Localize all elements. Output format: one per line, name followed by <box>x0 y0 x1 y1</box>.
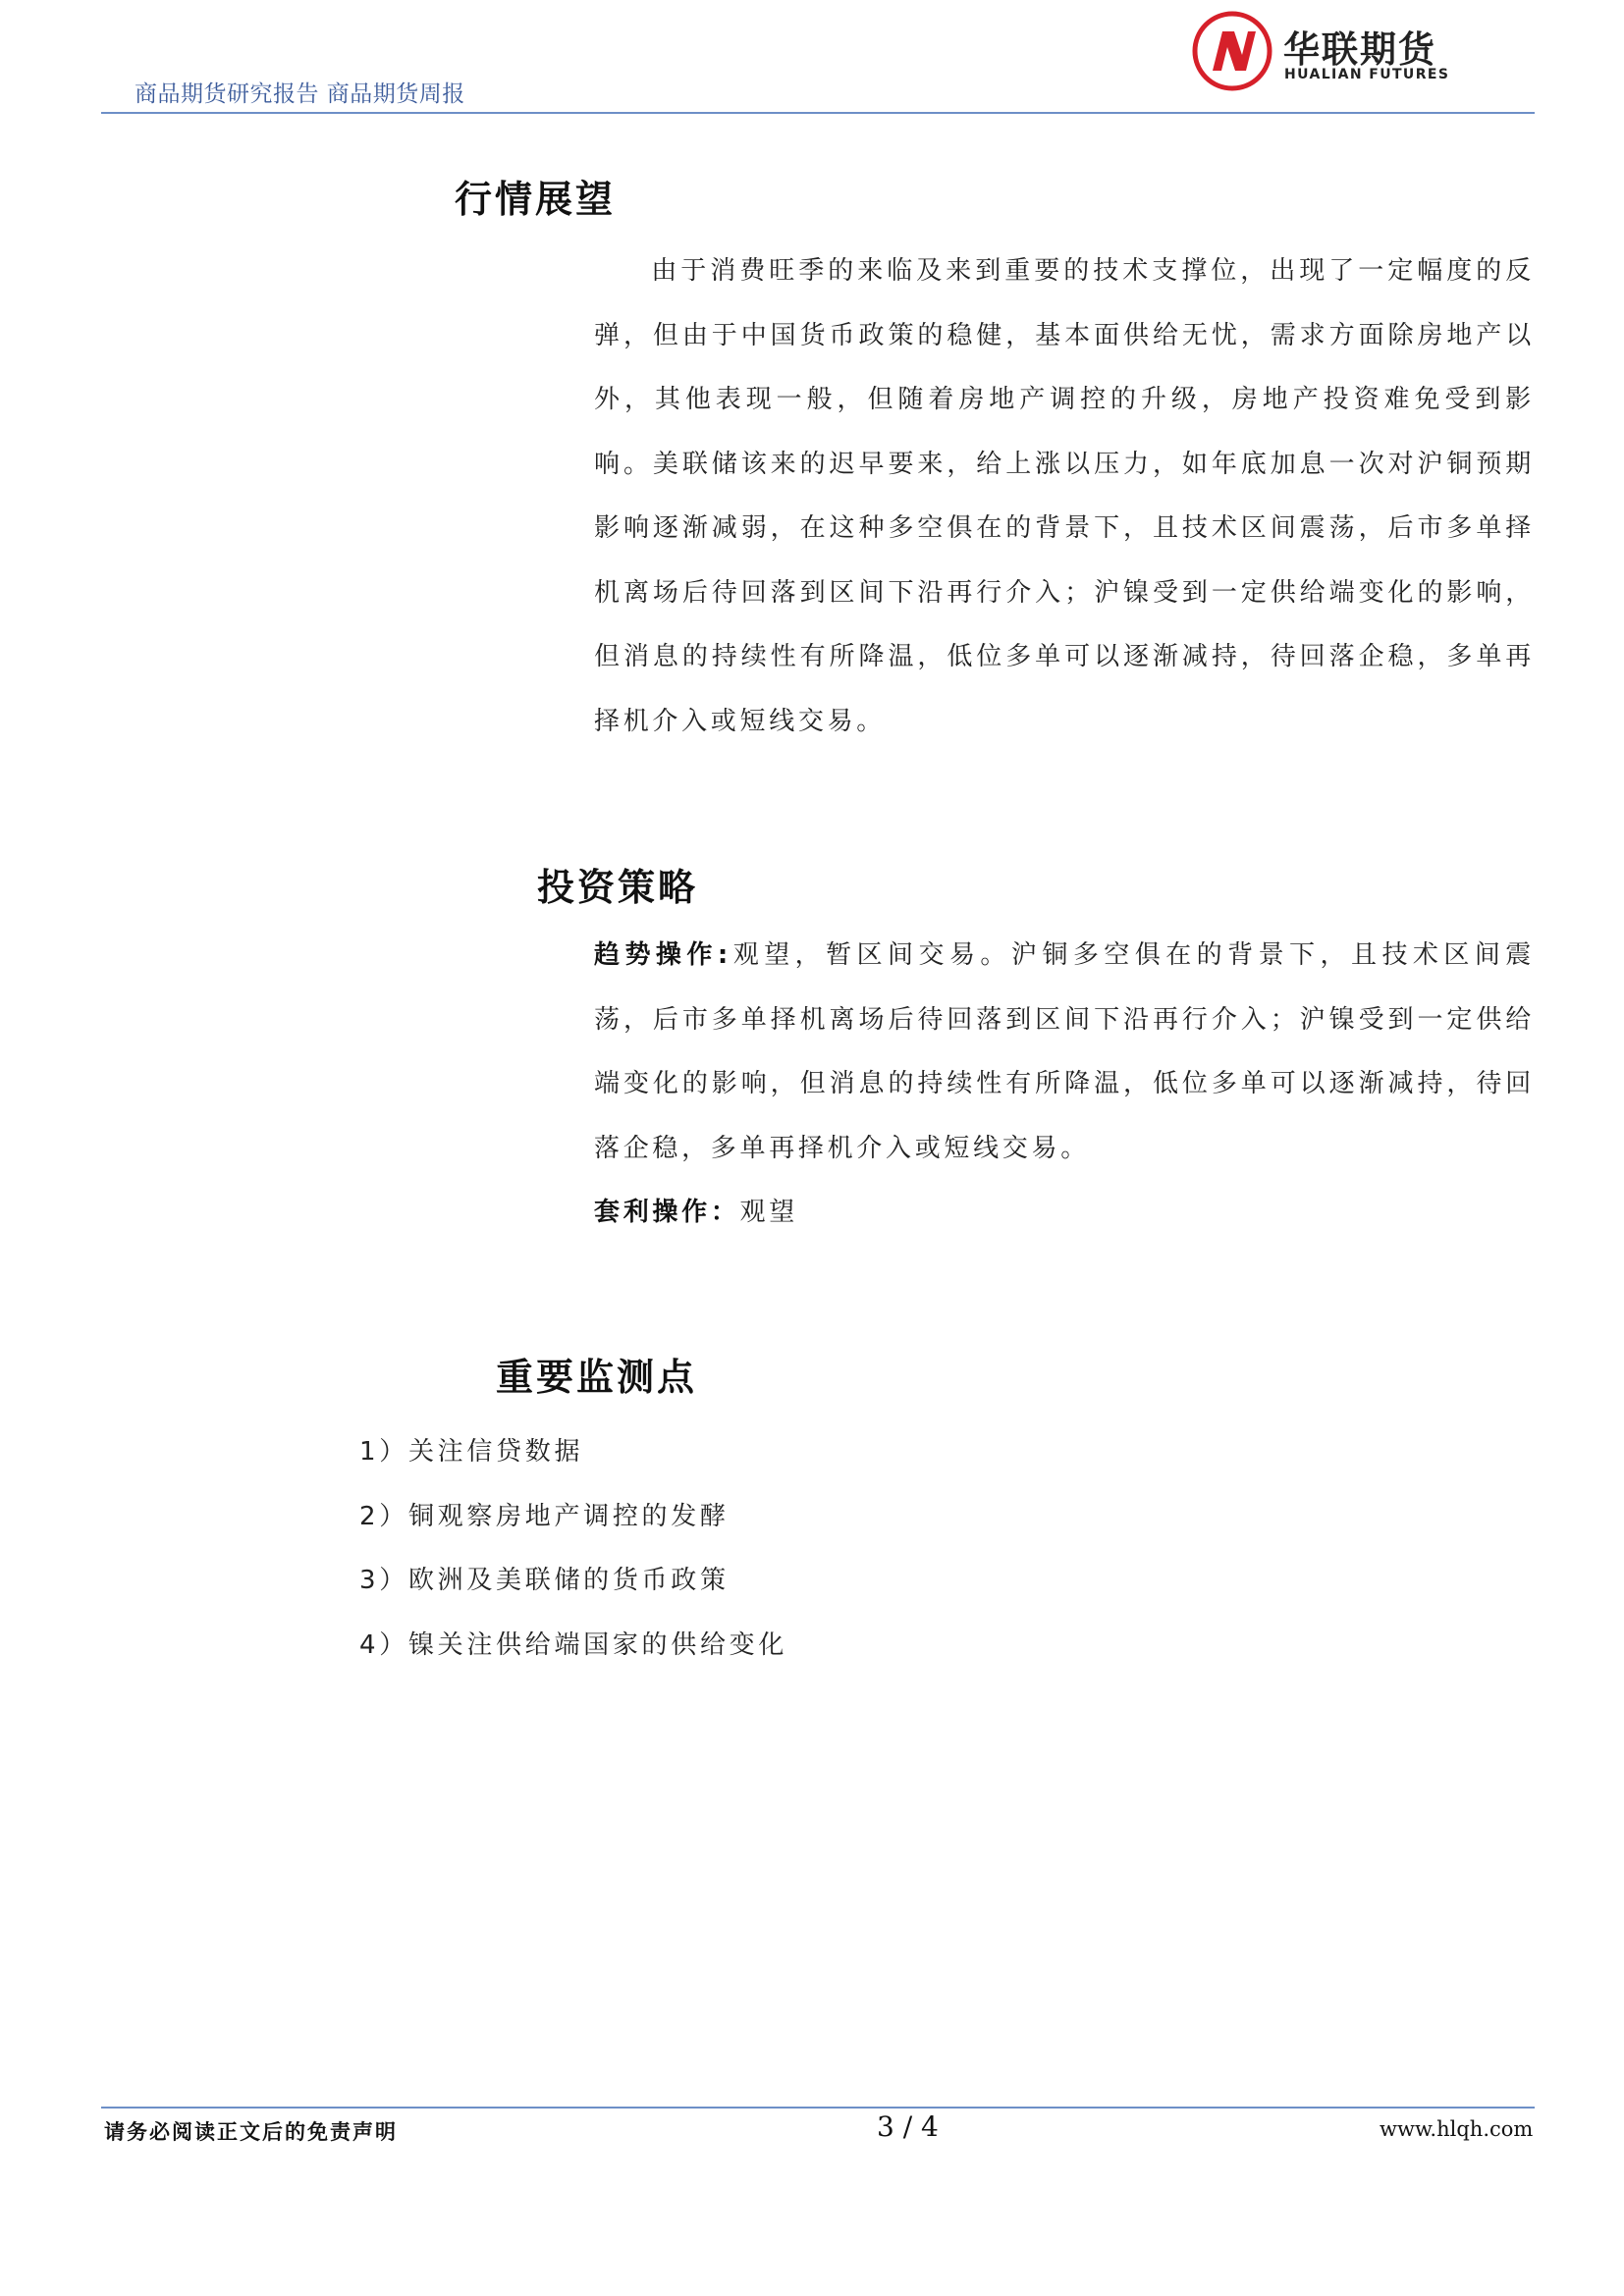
monitor-item: 4）镍关注供给端国家的供给变化 <box>359 1629 788 1660</box>
footer-divider <box>101 2107 1535 2109</box>
hualian-n-logo-icon <box>1191 10 1273 92</box>
arbitrage-operation-label: 套利操作 <box>594 1198 711 1227</box>
website-url: www.hlqh.com <box>1380 2117 1534 2141</box>
arbitrage-operation-text: 观望 <box>739 1198 798 1227</box>
disclaimer-notice: 请务必阅读正文后的免责声明 <box>104 2120 398 2144</box>
logo-chinese-name: 华联期货 <box>1283 28 1436 71</box>
monitor-item: 2）铜观察房地产调控的发酵 <box>359 1501 730 1531</box>
trend-operation-label: 趋势操作 <box>594 940 718 970</box>
strategy-block <box>594 924 1535 1246</box>
outlook-body: 由于消费旺季的来临及来到重要的技术支撑位，出现了一定幅度的反弹，但由于中国货币政策的稳健，基本面供给无忧，需求方面除房地产以外，其他表现一般，但随着房地产调控的升级，房地产投资难免受到影响。美联储该来的迟早要来，给上涨以压力，如年底加息一次对沪铜预期影响逐渐减弱，在这种多空俱在的背景下，且技术区间震荡，后市多单择机离场后待回落到区间下沿再行介入；沪镍受到一定供给端变化的影响，但消息的持续性有所降温，低位多单可以逐渐减持，待回落企稳，多单再择机介入或短线交易。 <box>594 256 1535 736</box>
page-number: 3 / 4 <box>877 2110 939 2143</box>
trend-operation-text: 观望，暂区间交易。沪铜多空俱在的背景下，且技术区间震荡，后市多单择机离场后待回落到区间下沿再行介入；沪镍受到一定供给端变化的影响，但消息的持续性有所降温，低位多单可以逐渐减持，待回落企稳，多单再择机介入或短线交易。 <box>594 940 1535 1163</box>
monitor-title: 重要监测点 <box>496 1356 698 1399</box>
monitor-item: 3）欧洲及美联储的货币政策 <box>359 1566 730 1595</box>
strategy-title: 投资策略 <box>537 866 699 909</box>
outlook-title: 行情展望 <box>455 178 617 221</box>
monitor-list <box>359 1420 787 1678</box>
outlook-paragraph <box>594 240 1535 754</box>
arbitrage-operation <box>594 1181 1535 1246</box>
logo-english-name: HUALIAN FUTURES <box>1284 67 1450 82</box>
trend-operation-separator: : <box>717 940 731 970</box>
monitor-item: 1）关注信贷数据 <box>359 1437 584 1467</box>
arbitrage-operation-separator: ： <box>710 1198 740 1227</box>
report-type-label: 商品期货研究报告 商品期货周报 <box>135 81 465 107</box>
trend-operation <box>594 924 1535 1181</box>
company-logo <box>1191 10 1450 100</box>
header-divider <box>101 112 1535 114</box>
